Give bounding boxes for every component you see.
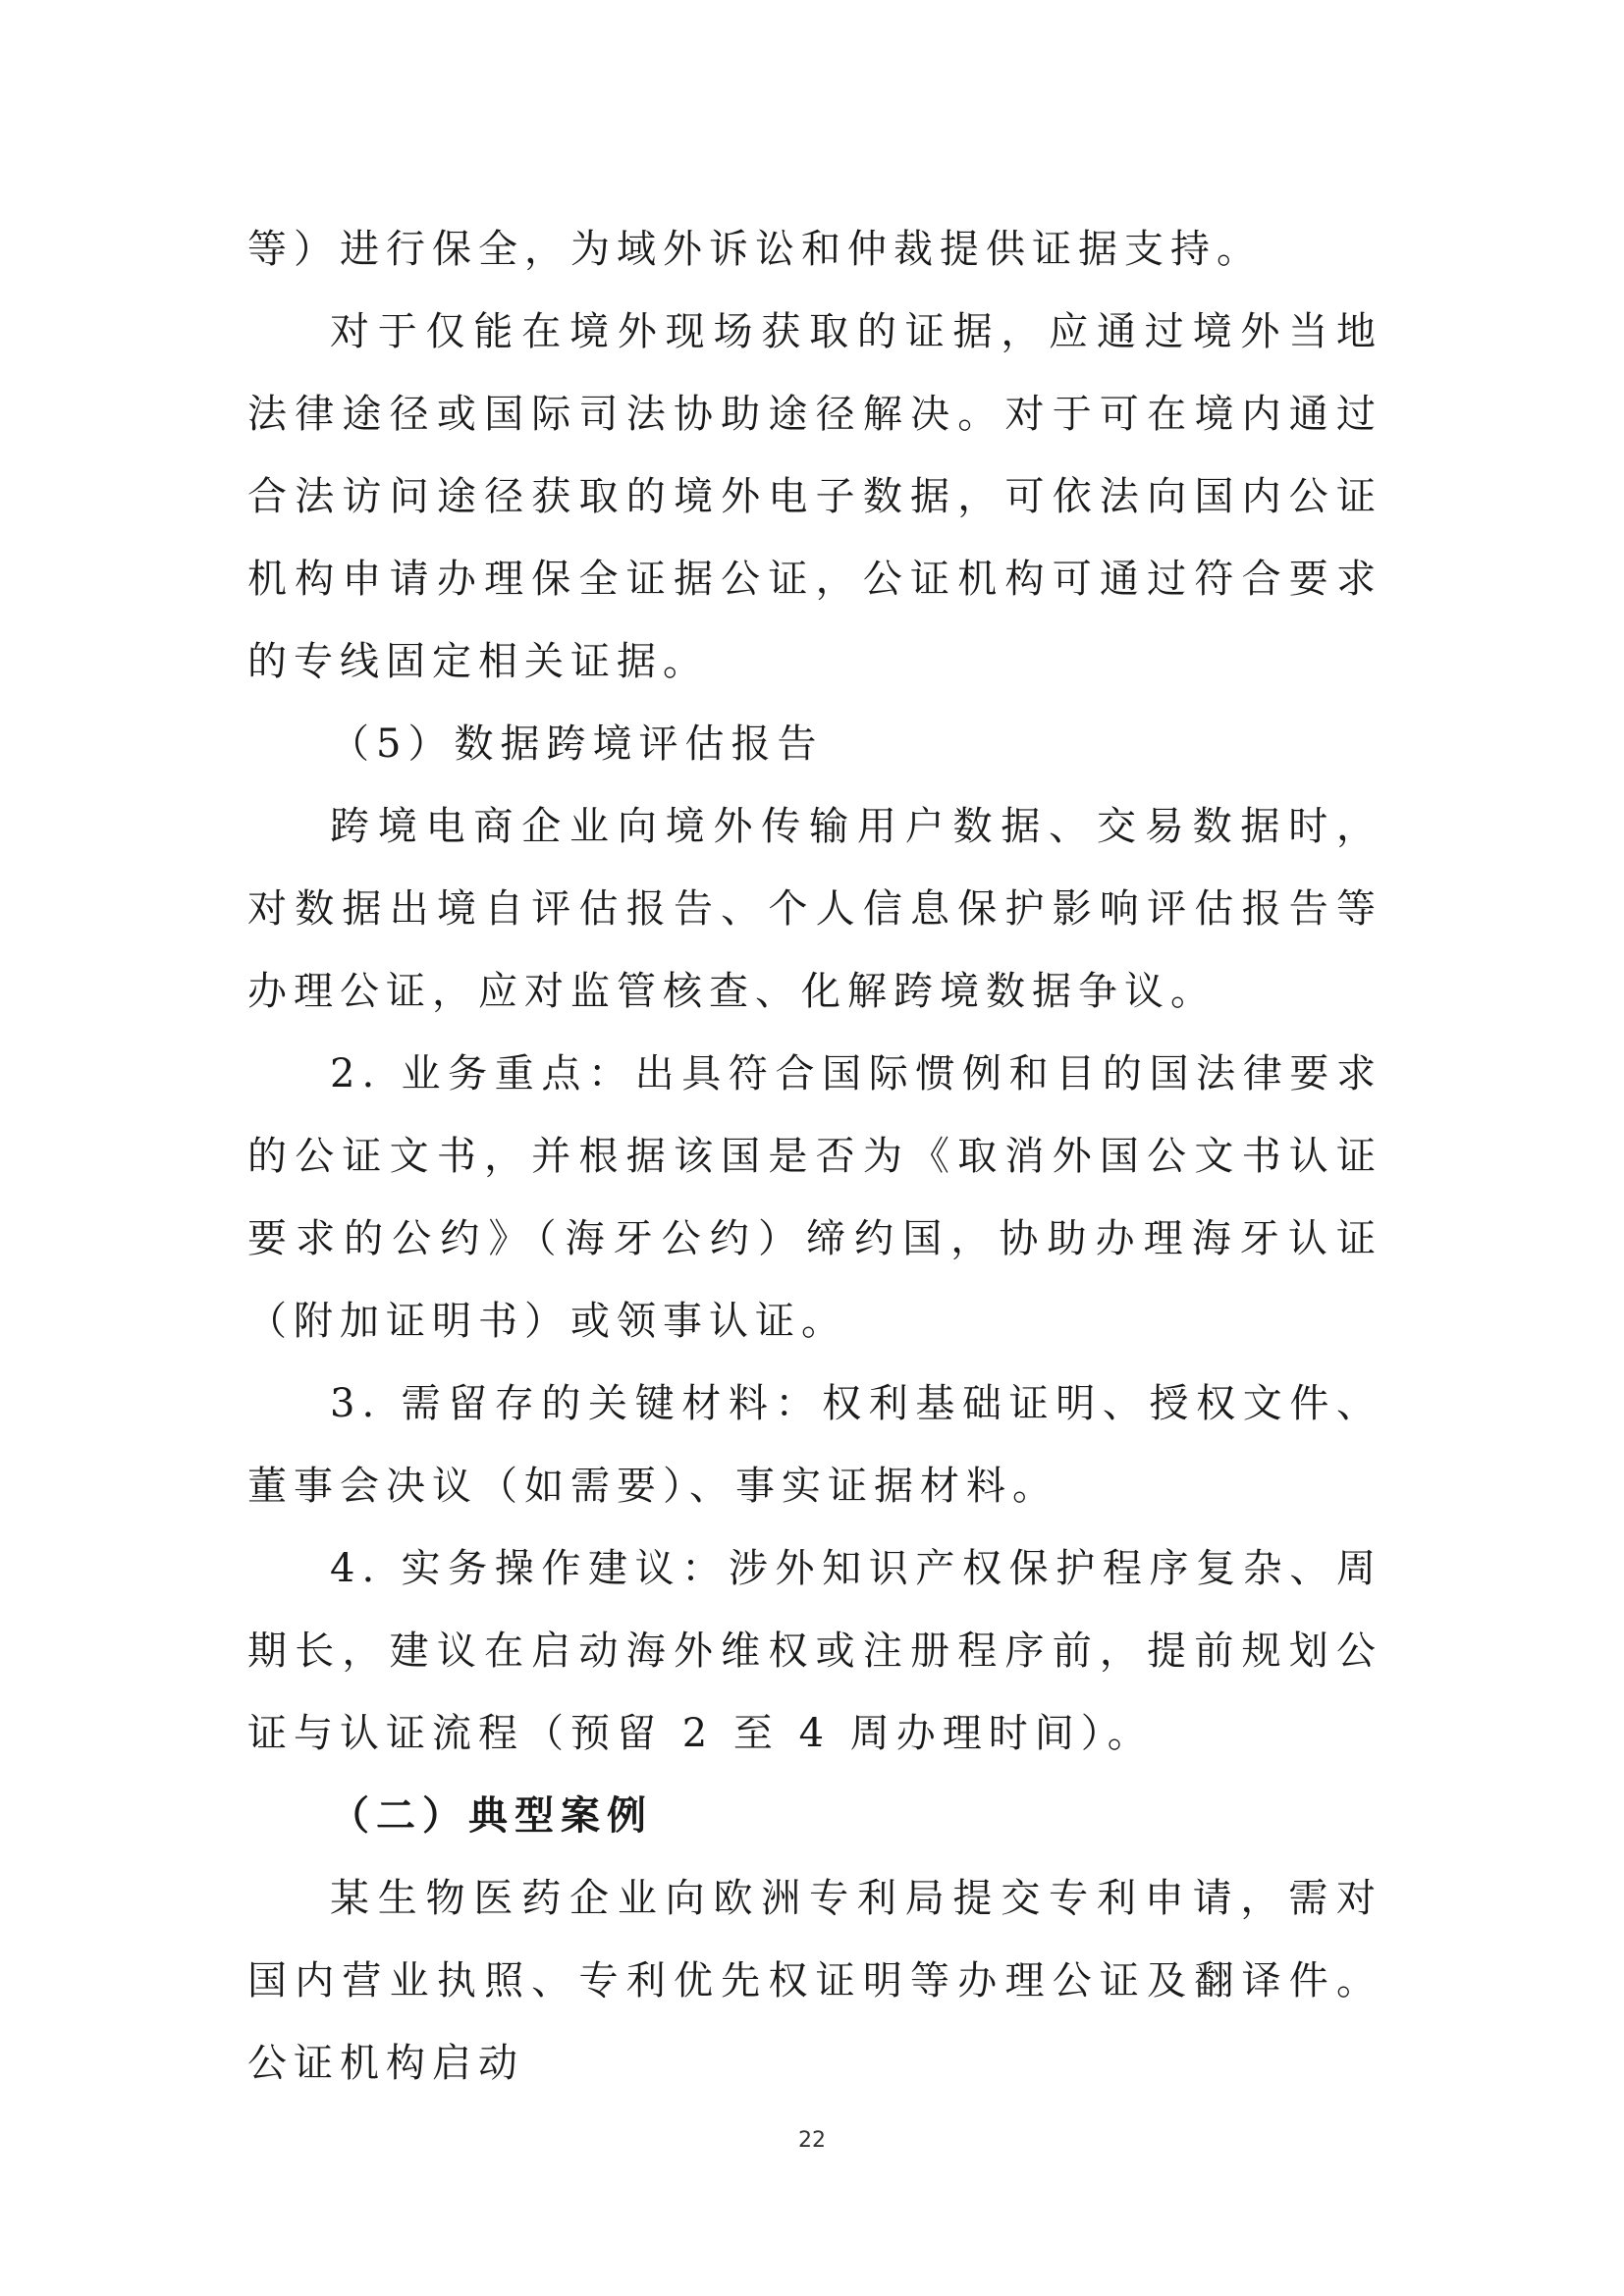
subheading-data-cross-border: （5）数据跨境评估报告: [330, 721, 824, 767]
paragraph-business-focus: 2. 业务重点：出具符合国际惯例和目的国法律要求的公证文书，并根据该国是否为《取消外国公文书认证要求的公约》（海牙公约）缔约国，协助办理海牙认证（附加证明书）或领事认证。: [247, 1051, 1382, 1344]
paragraph-data-cross-border: 跨境电商企业向境外传输用户数据、交易数据时，对数据出境自评估报告、个人信息保护影响评估报告等办理公证，应对监管核查、化解跨境数据争议。: [247, 804, 1382, 1014]
paragraph-typical-case: 某生物医药企业向欧洲专利局提交专利申请，需对国内营业执照、专利优先权证明等办理公证及翻译件。公证机构启动: [247, 1876, 1382, 2086]
paragraph-evidence-preservation-end: 等）进行保全，为域外诉讼和仲裁提供证据支持。: [247, 227, 1263, 272]
paragraph-key-materials: 3. 需留存的关键材料：权利基础证明、授权文件、董事会决议（如需要）、事实证据材料。: [247, 1381, 1382, 1509]
section-heading-typical-case: （二）典型案例: [330, 1792, 653, 1839]
document-body: [247, 208, 1382, 2105]
page-number: 22: [798, 2128, 826, 2153]
paragraph-overseas-evidence: 对于仅能在境外现场获取的证据，应通过境外当地法律途径或国际司法协助途径解决。对于可在境内通过合法访问途径获取的境外电子数据，可依法向国内公证机构申请办理保全证据公证，公证机构可通过符合要求的专线固定相关证据。: [247, 309, 1382, 684]
paragraph-practice-advice: 4. 实务操作建议：涉外知识产权保护程序复杂、周期长，建议在启动海外维权或注册程序前，提前规划公证与认证流程（预留 2 至 4 周办理时间）。: [247, 1546, 1382, 1756]
